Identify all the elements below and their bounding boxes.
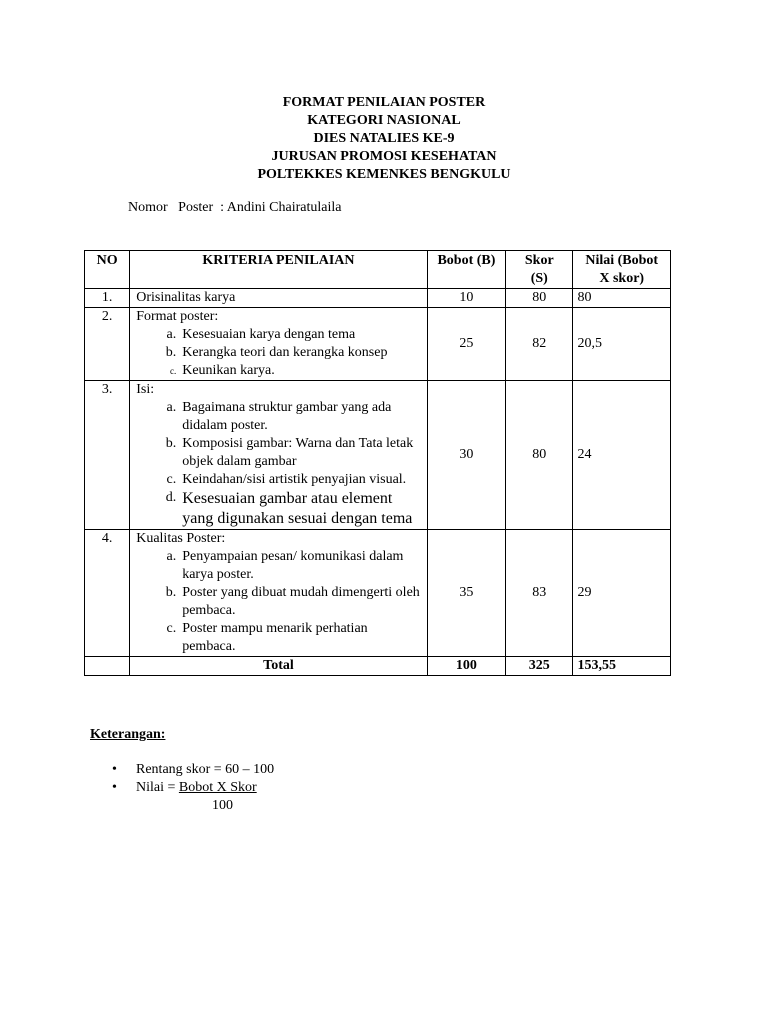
bobot-value: 10 <box>427 289 505 308</box>
note-nilai-denominator: 100 <box>212 798 233 813</box>
nilai-value: 80 <box>573 289 671 308</box>
row-number: 4. <box>85 530 130 657</box>
criteria-item <box>136 489 427 529</box>
total-skor: 325 <box>506 657 573 676</box>
item-text: Poster mampu menarik perhatian pembaca. <box>182 621 368 654</box>
nilai-value: 24 <box>573 381 671 530</box>
title-line-3: DIES NATALIES KE-9 <box>313 131 455 146</box>
bobot-value: 30 <box>427 381 505 530</box>
notes-list <box>112 761 274 797</box>
bullet-icon: • <box>112 762 117 777</box>
criteria-cell <box>130 308 428 381</box>
title-line-5: POLTEKKES KEMENKES BENGKULU <box>257 167 511 182</box>
criteria-title: Format poster: <box>136 309 219 324</box>
note-nilai-prefix: Nilai = <box>136 780 179 795</box>
item-marker: b. <box>165 585 177 600</box>
header-nilai-line1: Nilai (Bobot <box>585 253 659 268</box>
criteria-item <box>136 435 427 471</box>
item-marker: a. <box>166 400 177 415</box>
table-row <box>85 289 671 308</box>
total-nilai: 153,55 <box>573 657 671 676</box>
list-item <box>112 761 274 779</box>
title-line-2: KATEGORI NASIONAL <box>307 113 461 128</box>
note-nilai-formula: Bobot X Skor <box>178 780 257 795</box>
header-skor <box>506 251 573 289</box>
criteria-cell <box>130 381 428 530</box>
poster-number-label-2: Poster <box>178 200 214 215</box>
criteria-cell <box>130 530 428 657</box>
table-row <box>85 308 671 381</box>
item-text: Kesesuaian karya dengan tema <box>182 327 356 342</box>
poster-number-line <box>128 199 341 217</box>
total-row <box>85 657 671 676</box>
header-skor-line2: (S) <box>530 271 548 286</box>
item-marker: a. <box>166 549 177 564</box>
item-marker: b. <box>165 345 177 360</box>
notes-heading: Keterangan: <box>90 727 166 742</box>
item-text: Keindahan/sisi artistik penyajian visual. <box>182 472 407 487</box>
item-text: Komposisi gambar: Warna dan Tata letak objek dalam gambar <box>182 436 414 469</box>
poster-number-label: Nomor <box>128 200 168 215</box>
criteria-item <box>136 548 427 584</box>
item-marker: a. <box>166 327 177 342</box>
criteria-item <box>136 399 427 435</box>
nilai-value: 20,5 <box>573 308 671 381</box>
item-marker: b. <box>165 436 177 451</box>
table-header-row <box>85 251 671 289</box>
header-kriteria: KRITERIA PENILAIAN <box>130 251 428 289</box>
criteria-item <box>136 620 427 656</box>
criteria-item <box>136 344 427 362</box>
item-marker: c. <box>169 366 177 376</box>
item-text: Kesesuaian gambar atau element yang digunakan sesuai dengan tema <box>182 490 413 527</box>
item-marker: d. <box>165 490 177 505</box>
bobot-value: 25 <box>427 308 505 381</box>
total-label: Total <box>130 657 428 676</box>
criteria-title: Orisinalitas karya <box>130 289 428 308</box>
item-text: Keunikan karya. <box>182 363 275 378</box>
item-text: Poster yang dibuat mudah dimengerti oleh pembaca. <box>182 585 420 618</box>
title-line-4: JURUSAN PROMOSI KESEHATAN <box>271 149 497 164</box>
table-row <box>85 530 671 657</box>
criteria-item <box>136 326 427 344</box>
skor-value: 82 <box>506 308 573 381</box>
item-marker: c. <box>166 472 177 487</box>
total-no-cell <box>85 657 130 676</box>
list-item <box>112 779 274 797</box>
assessment-table <box>84 250 671 676</box>
header-skor-line1: Skor <box>524 253 554 268</box>
nilai-value: 29 <box>573 530 671 657</box>
total-bobot: 100 <box>427 657 505 676</box>
row-number: 2. <box>85 308 130 381</box>
header-nilai <box>573 251 671 289</box>
item-text: Bagaimana struktur gambar yang ada didalam poster. <box>182 400 392 433</box>
header-nilai-line2: X skor) <box>599 271 645 286</box>
criteria-item <box>136 471 427 489</box>
criteria-title: Kualitas Poster: <box>136 531 226 546</box>
skor-value: 80 <box>506 289 573 308</box>
criteria-item <box>136 362 427 380</box>
item-text: Kerangka teori dan kerangka konsep <box>182 345 388 360</box>
item-marker: c. <box>166 621 177 636</box>
document-title <box>0 94 768 184</box>
bullet-icon: • <box>112 780 117 795</box>
header-bobot: Bobot (B) <box>427 251 505 289</box>
title-line-1: FORMAT PENILAIAN POSTER <box>282 95 486 110</box>
row-number: 1. <box>85 289 130 308</box>
skor-value: 80 <box>506 381 573 530</box>
table-row <box>85 381 671 530</box>
note-range: Rentang skor = 60 – 100 <box>136 762 275 777</box>
header-no: NO <box>85 251 130 289</box>
criteria-item <box>136 584 427 620</box>
poster-author: : Andini Chairatulaila <box>220 200 342 215</box>
row-number: 3. <box>85 381 130 530</box>
criteria-title: Isi: <box>136 382 155 397</box>
item-text: Penyampaian pesan/ komunikasi dalam karya poster. <box>182 549 404 582</box>
bobot-value: 35 <box>427 530 505 657</box>
skor-value: 83 <box>506 530 573 657</box>
